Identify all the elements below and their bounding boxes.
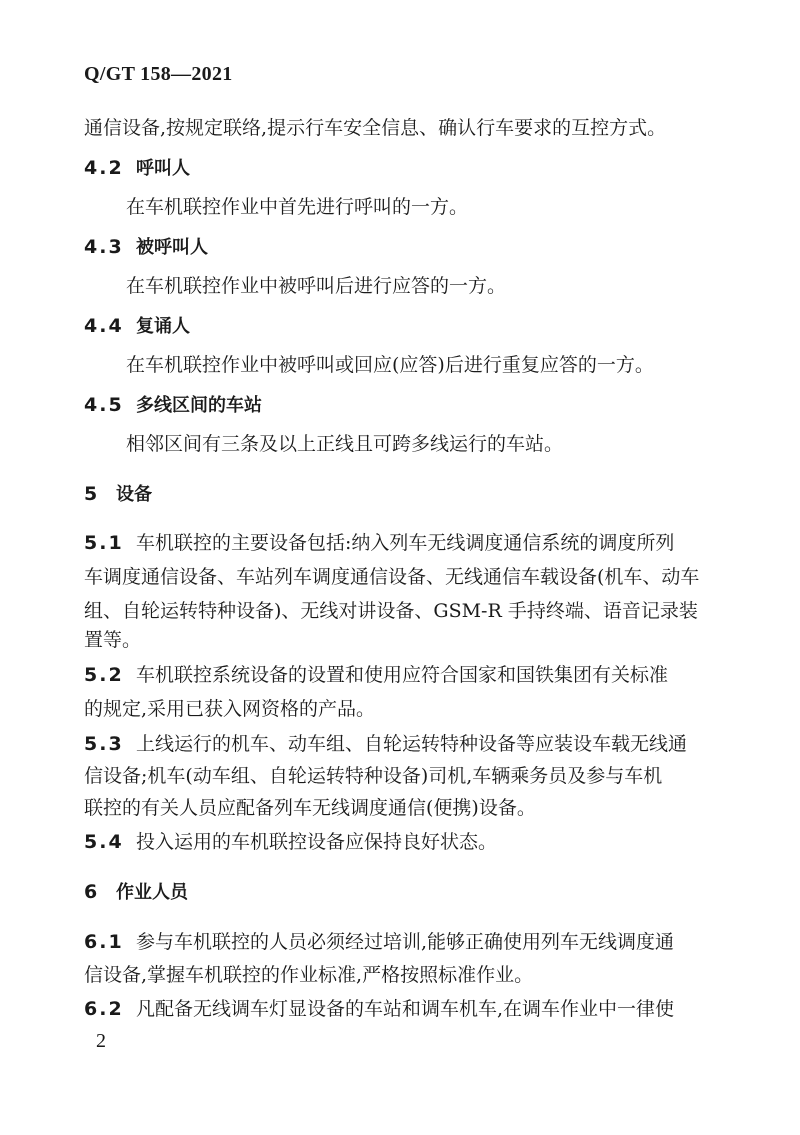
clause-5-4: 5.4 投入运用的车机联控设备应保持良好状态。	[84, 828, 497, 856]
clause-number: 6.2	[84, 998, 124, 1020]
text-line: 信设备,掌握车机联控的作业标准,严格按照标准作业。	[84, 964, 534, 986]
text-line: 在车机联控作业中被呼叫或回应(应答)后进行重复应答的一方。	[126, 354, 654, 376]
text-line: 联控的有关人员应配备列车无线调度通信(便携)设备。	[84, 797, 536, 819]
clause-6-2: 6.2 凡配备无线调车灯显设备的车站和调车机车,在调车作业中一律使	[84, 995, 674, 1023]
text-line: 的规定,采用已获入网资格的产品。	[84, 698, 376, 720]
clause-number: 4.3	[84, 236, 124, 258]
clause-5-1: 5.1 车机联控的主要设备包括:纳入列车无线调度通信系统的调度所列	[84, 529, 674, 557]
clause-number: 6.1	[84, 931, 124, 953]
text-line: 车调度通信设备、车站列车调度通信设备、无线通信车载设备(机车、动车	[84, 566, 700, 588]
clause-number: 5.3	[84, 733, 124, 755]
text-line: 在车机联控作业中被呼叫后进行应答的一方。	[126, 275, 507, 297]
text-line: 置等。	[84, 629, 142, 651]
text-line: 在车机联控作业中首先进行呼叫的一方。	[126, 196, 469, 218]
section-title: 设备	[116, 484, 152, 505]
section-number: 5	[84, 483, 100, 505]
clause-heading-4-4	[84, 312, 190, 341]
clause-number: 4.2	[84, 157, 124, 179]
clause-5-2: 5.2 车机联控系统设备的设置和使用应符合国家和国铁集团有关标准	[84, 661, 668, 689]
section-heading-6	[84, 878, 188, 907]
clause-title: 呼叫人	[136, 158, 190, 179]
section-number: 6	[84, 881, 100, 903]
clause-title: 被呼叫人	[136, 237, 208, 258]
clause-heading-4-5	[84, 391, 262, 420]
clause-title: 复诵人	[136, 316, 190, 337]
clause-number: 5.4	[84, 831, 124, 853]
text-line: 信设备;机车(动车组、自轮运转特种设备)司机,车辆乘务员及参与车机	[84, 765, 663, 787]
clause-5-3: 5.3 上线运行的机车、动车组、自轮运转特种设备等应装设车载无线通	[84, 730, 687, 758]
clause-number: 5.1	[84, 532, 124, 554]
clause-number: 5.2	[84, 664, 124, 686]
text-line: 组、自轮运转特种设备)、无线对讲设备、GSM-R 手持终端、语音记录装	[84, 600, 698, 622]
section-heading-5	[84, 480, 152, 509]
text-line: 通信设备,按规定联络,提示行车安全信息、确认行车要求的互控方式。	[84, 117, 667, 139]
page-number: 2	[96, 1030, 106, 1052]
standard-code: Q/GT 158—2021	[84, 63, 233, 85]
text-line: 相邻区间有三条及以上正线且可跨多线运行的车站。	[126, 433, 564, 455]
clause-number: 4.4	[84, 315, 124, 337]
clause-6-1: 6.1 参与车机联控的人员必须经过培训,能够正确使用列车无线调度通	[84, 928, 674, 956]
clause-heading-4-3	[84, 233, 208, 262]
clause-title: 多线区间的车站	[136, 395, 262, 416]
clause-heading-4-2	[84, 154, 190, 183]
section-title: 作业人员	[116, 882, 188, 903]
clause-number: 4.5	[84, 394, 124, 416]
